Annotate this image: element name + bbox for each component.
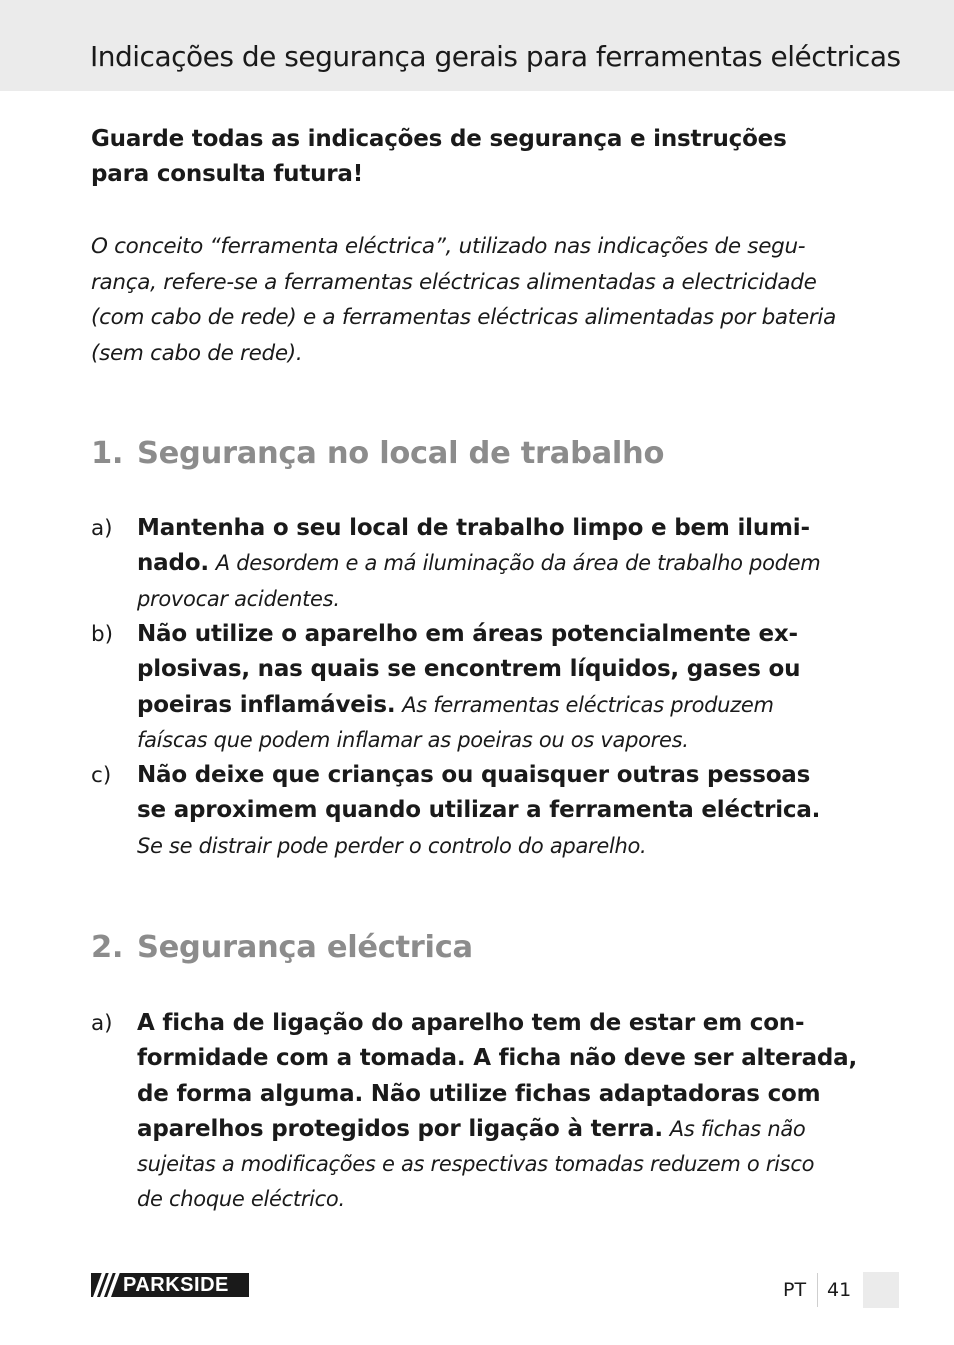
item-bold-text: Mantenha o seu local de trabalho limpo e bem ilumi- bbox=[137, 515, 810, 541]
safety-item bbox=[91, 758, 881, 864]
intro-line: rança, refere-se a ferramentas eléctricas alimentadas a electricidade bbox=[91, 269, 817, 295]
item-marker: b) bbox=[91, 622, 114, 647]
item-bold-text: plosivas, nas quais se encontrem líquidos, gases ou bbox=[137, 656, 801, 683]
safety-item bbox=[91, 617, 881, 758]
item-italic-text: As ferramentas eléctricas produzem bbox=[402, 692, 774, 717]
section-title: Segurança eléctrica bbox=[137, 930, 473, 965]
item-italic-text: provocar acidentes. bbox=[137, 586, 340, 611]
item-marker: a) bbox=[91, 1011, 113, 1036]
item-italic-text: faíscas que podem inflamar as poeiras ou os vapores. bbox=[137, 727, 689, 752]
section-title: Segurança no local de trabalho bbox=[137, 436, 665, 471]
item-marker: c) bbox=[91, 763, 112, 788]
item-italic-text: As fichas não bbox=[669, 1116, 806, 1141]
item-bold-text: poeiras inflamáveis. bbox=[137, 691, 396, 718]
item-body bbox=[137, 1006, 872, 1218]
item-body bbox=[137, 511, 872, 617]
item-bold-text: Não utilize o aparelho em áreas potencialmente ex- bbox=[137, 621, 798, 647]
page-title: Indicações de segurança gerais para ferramentas eléctricas bbox=[90, 40, 901, 73]
safety-item bbox=[91, 1006, 881, 1218]
intro-line: (sem cabo de rede). bbox=[91, 340, 303, 366]
page-tab-marker bbox=[863, 1272, 899, 1308]
page-number: 41 bbox=[827, 1279, 852, 1301]
intro-line: O conceito “ferramenta eléctrica”, utilizado nas indicações de segu- bbox=[91, 234, 806, 259]
language-code: PT bbox=[783, 1279, 807, 1301]
item-italic-text: A desordem e a má iluminação da área de trabalho podem bbox=[215, 551, 821, 576]
brand-wordmark: PARKSIDE bbox=[123, 1274, 229, 1296]
section-heading-workplace-safety bbox=[91, 436, 664, 471]
lead-line: Guarde todas as indicações de segurança e instruções bbox=[91, 126, 787, 152]
item-bold-text: se aproximem quando utilizar a ferramenta eléctrica. bbox=[137, 797, 821, 824]
safety-item bbox=[91, 511, 881, 617]
parkside-logo bbox=[91, 1273, 249, 1297]
item-bold-text: Não deixe que crianças ou quaisquer outras pessoas bbox=[137, 762, 811, 788]
item-bold-text: aparelhos protegidos por ligação à terra. bbox=[137, 1115, 663, 1142]
item-italic-text: Se se distrair pode perder o controlo do aparelho. bbox=[137, 833, 647, 858]
item-bold-text: nado. bbox=[137, 550, 209, 577]
item-italic-text: sujeitas a modificações e as respectivas tomadas reduzem o risco bbox=[137, 1152, 815, 1177]
item-body bbox=[137, 758, 872, 864]
section-number: 2. bbox=[91, 930, 124, 965]
item-bold-text: A ficha de ligação do aparelho tem de estar em con- bbox=[137, 1010, 805, 1036]
footer-divider bbox=[817, 1273, 818, 1307]
item-bold-text: de forma alguma. Não utilize fichas adaptadoras com bbox=[137, 1080, 821, 1107]
intro-paragraph bbox=[91, 229, 871, 371]
section-number: 1. bbox=[91, 436, 124, 471]
lead-line: para consulta futura! bbox=[91, 161, 364, 187]
item-bold-text: formidade com a tomada. A ficha não deve ser alterada, bbox=[137, 1045, 858, 1072]
item-marker: a) bbox=[91, 516, 113, 541]
logo-stripes-icon bbox=[91, 1273, 121, 1297]
intro-line: (com cabo de rede) e a ferramentas eléctricas alimentadas por bateria bbox=[91, 305, 836, 330]
section-heading-electrical-safety bbox=[91, 930, 473, 965]
lead-notice bbox=[91, 122, 871, 192]
item-italic-text: de choque eléctrico. bbox=[137, 1187, 345, 1212]
item-body bbox=[137, 617, 872, 758]
